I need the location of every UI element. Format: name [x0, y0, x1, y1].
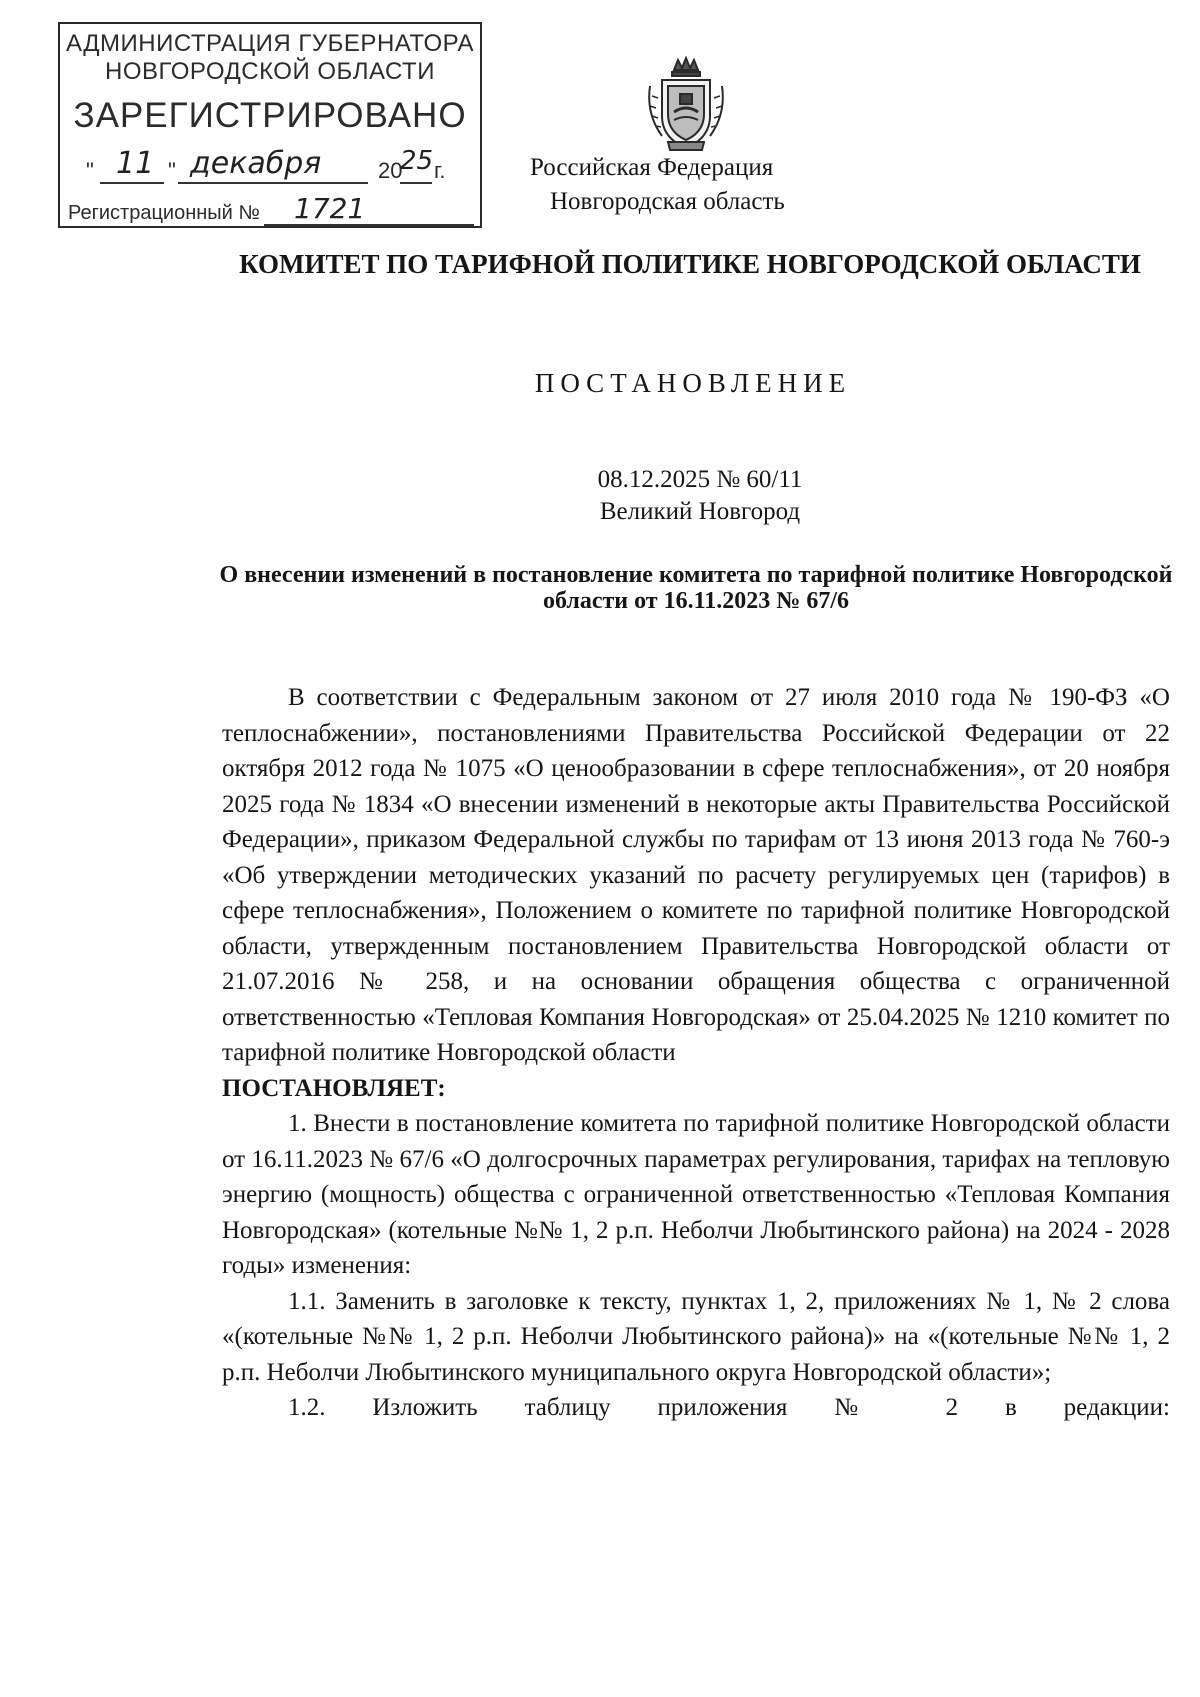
stamp-year-end: г. [434, 158, 446, 183]
document-type: ПОСТАНОВЛЕНИЕ [534, 368, 852, 398]
stamp-year-prefix: 20 [378, 158, 403, 183]
committee-title: КОМИТЕТ ПО ТАРИФНОЙ ПОЛИТИКЕ НОВГОРОДСКОЙ ОБЛАСТИ [239, 249, 1141, 279]
stamp-registered: ЗАРЕГИСТРИРОВАНО [73, 96, 467, 135]
resolves-heading: ПОСТАНОВЛЯЕТ: [222, 1074, 446, 1102]
stamp-quote-close: " [168, 158, 176, 183]
coat-of-arms-icon [644, 56, 728, 152]
document-date-number: 08.12.2025 № 60/11 [597, 466, 803, 493]
stamp-date-line [86, 146, 466, 188]
item-1-2-paragraph: 1.2. Изложить таблицу приложения № 2 в редакции: [288, 1394, 1170, 1421]
stamp-day-underline [100, 182, 164, 184]
stamp-reg-number-handwritten: 1721 [294, 192, 366, 225]
preamble-paragraph: В соответствии с Федеральным законом от 27 июля 2010 года № 190-ФЗ «О теплоснабжении», постановлениями Правительства Российской Федерации от 22 октября 2012 года № 1075 «О ценообразовании в сфере теплоснабжения», от 20 ноября 2025 года № 1834 «О внесении изменений в некоторые акты Правительства Российской Федерации», приказом Федеральной службы по тарифам от 13 июня 2013 года № 760-э «Об утверждении методических указаний по расчету регулируемых цен (тарифов) в сфере теплоснабжения», Положением о комитете по тарифной политике Новгородской области, утвержденным постановлением Правительства Новгородской области от 21.07.2016 № 258, и на основании обращения общества с ограниченной ответственностью «Тепловая Компания Новгородская» от 25.04.2025 № 1210 комитет по тарифной политике Новгородской области [222, 684, 1170, 1066]
stamp-month-handwritten: декабря [190, 146, 322, 181]
stamp-year-handwritten: 25 [400, 146, 434, 176]
item-1-1-paragraph: 1.1. Заменить в заголовке к тексту, пунктах 1, 2, приложениях № 1, № 2 слова «(котельные №№ 1, 2 р.п. Неболчи Любытинского района)» на «(котельные №№ 1, 2 р.п. Неболчи Любытинского муниципального округа Новгородской области»; [222, 1287, 1170, 1386]
stamp-org-line1: АДМИНИСТРАЦИЯ ГУБЕРНАТОРА [65, 30, 475, 57]
stamp-quote-open: " [86, 158, 94, 183]
stamp-reg-underline [264, 224, 474, 226]
stamp-reg-label: Регистрационный № [68, 202, 260, 224]
region-name: Новгородская область [550, 188, 785, 215]
document-subject: О внесении изменений в постановление комитета по тарифной политике Новгородской области от 16.11.2023 № 67/6 [219, 562, 1173, 614]
item-1-paragraph: 1. Внести в постановление комитета по тарифной политике Новгородской области от 16.11.2023 № 67/6 «О долгосрочных параметрах регулирования, тарифах на тепловую энергию (мощность) общества с ограниченной ответственностью «Тепловая Компания Новгородская» (котельные №№ 1, 2 р.п. Неболчи Любытинского района) на 2024 - 2028 годы» изменения: [222, 1110, 1170, 1279]
stamp-year-underline [400, 182, 432, 184]
stamp-day-handwritten: 11 [116, 146, 155, 181]
country-name: Российская Федерация [530, 154, 774, 181]
document-body [222, 680, 1170, 1426]
stamp-reg-line [68, 192, 478, 228]
document-city: Великий Новгород [599, 498, 801, 525]
registration-stamp [58, 22, 482, 228]
stamp-org-line2: НОВГОРОДСКОЙ ОБЛАСТИ [105, 58, 435, 85]
stamp-month-underline [178, 182, 368, 184]
